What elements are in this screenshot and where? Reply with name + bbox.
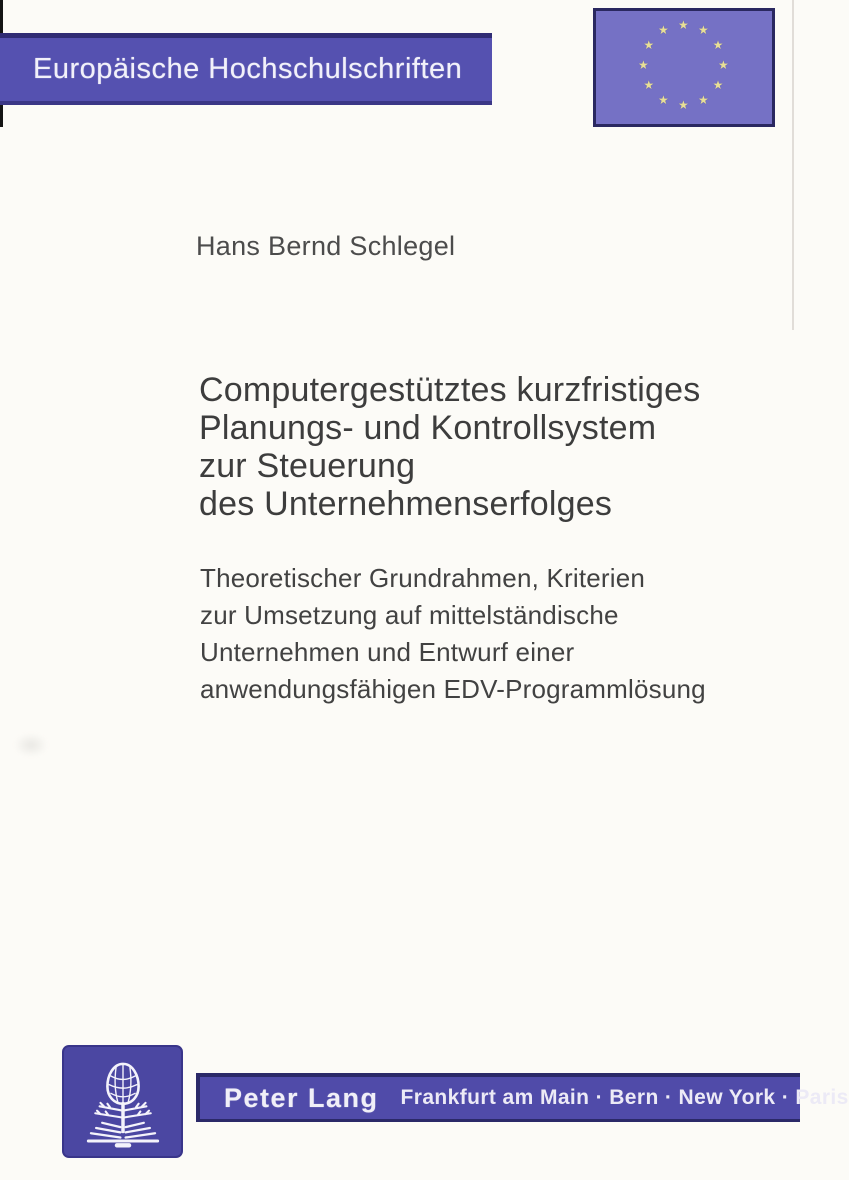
eu-star-icon: ★ (658, 23, 669, 38)
eu-star-icon: ★ (678, 98, 689, 112)
eu-star-icon: ★ (643, 38, 655, 52)
book-subtitle-line: anwendungsfähigen EDV-Programmlösung (200, 674, 706, 704)
book-subtitle-line: zur Umsetzung auf mittelständische (200, 600, 619, 630)
eu-stars (596, 11, 772, 124)
book-subtitle-line: Unternehmen und Entwurf einer (200, 637, 575, 667)
eu-star-icon: ★ (698, 23, 709, 38)
book-subtitle (200, 560, 706, 708)
book-subtitle-line: Theoretischer Grundrahmen, Kriterien (200, 563, 646, 593)
eu-star-icon: ★ (718, 58, 729, 72)
scan-smudge (14, 733, 48, 757)
eu-star-icon: ★ (712, 78, 724, 92)
publisher-banner (196, 1073, 849, 1122)
publisher-logo (62, 1045, 183, 1158)
book-title-line: des Unternehmenserfolges (199, 485, 613, 523)
author-name: Hans Bernd Schlegel (196, 231, 456, 261)
book-title (199, 371, 700, 523)
pinecone-book-icon (71, 1052, 175, 1152)
series-banner-label: Europäische Hochschulschriften (33, 53, 463, 85)
series-banner (0, 33, 492, 105)
eu-star-icon: ★ (638, 58, 649, 72)
eu-star-icon: ★ (698, 92, 709, 107)
publisher-cities: Frankfurt am Main · Bern · New York · Paris (400, 1086, 849, 1109)
book-title-line: Planungs- und Kontrollsystem (199, 409, 657, 447)
scan-edge-artifact-right (792, 0, 794, 330)
eu-star-icon: ★ (712, 38, 724, 52)
eu-star-icon: ★ (678, 18, 689, 32)
eu-flag (593, 8, 775, 127)
eu-star-icon: ★ (643, 78, 655, 92)
publisher-name: Peter Lang (224, 1082, 379, 1113)
book-title-line: Computergestütztes kurzfristiges (199, 371, 701, 409)
book-title-line: zur Steuerung (199, 447, 416, 485)
eu-star-icon: ★ (658, 92, 669, 107)
